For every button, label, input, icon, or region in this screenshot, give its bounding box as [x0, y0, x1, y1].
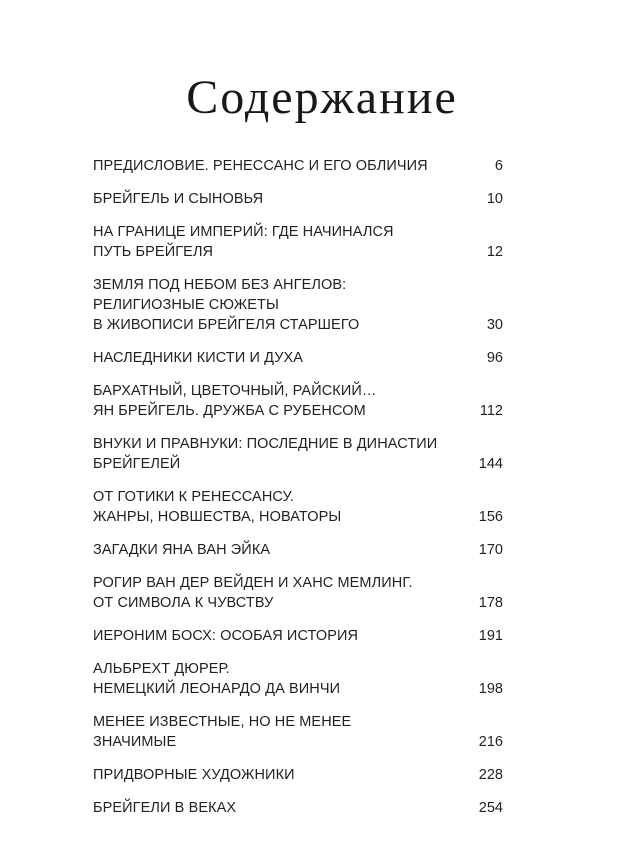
toc-entry-title-line: В ЖИВОПИСИ БРЕЙГЕЛЯ СТАРШЕГО [93, 317, 360, 333]
toc-entry-title-line: НА ГРАНИЦЕ ИМПЕРИЙ: ГДЕ НАЧИНАЛСЯ [93, 224, 394, 240]
toc-entry-title [93, 765, 438, 785]
toc-entry-title-line: БРЕЙГЕЛЕЙ [93, 456, 181, 472]
toc-entry-title-line: БРЕЙГЕЛЬ И СЫНОВЬЯ [93, 191, 264, 207]
toc-entry-page-number: 12 [486, 244, 503, 260]
toc-entry-title-line: ИЕРОНИМ БОСХ: ОСОБАЯ ИСТОРИЯ [93, 628, 359, 644]
toc-entry-title-line: БАРХАТНЫЙ, ЦВЕТОЧНЫЙ, РАЙСКИЙ… [93, 383, 377, 399]
toc-entry-page-number: 144 [478, 456, 503, 472]
toc-entry-title [93, 487, 438, 527]
toc-entry-page-number: 112 [479, 403, 503, 419]
toc-entry-title [93, 189, 438, 209]
toc-entry-page-number: 96 [486, 350, 503, 366]
toc-entry-page-number: 191 [478, 628, 503, 644]
toc-entry-title [93, 275, 438, 335]
toc-entry-page-number: 216 [478, 734, 503, 750]
toc-entry [93, 222, 503, 262]
toc-entry [93, 275, 503, 335]
toc-entry-title-line: ПРЕДИСЛОВИЕ. РЕНЕССАНС И ЕГО ОБЛИЧИЯ [93, 158, 428, 174]
toc-entry-title-line: РЕЛИГИОЗНЫЕ СЮЖЕТЫ [93, 297, 279, 313]
toc-entry-title [93, 156, 438, 176]
toc-entry-title [93, 798, 438, 818]
toc-entry [93, 189, 503, 209]
toc-entry-page-number: 6 [494, 158, 503, 174]
toc-entry-title [93, 434, 438, 474]
toc-entry-title-line: ПРИДВОРНЫЕ ХУДОЖНИКИ [93, 767, 295, 783]
toc-entry-title-line: МЕНЕЕ ИЗВЕСТНЫЕ, НО НЕ МЕНЕЕ ЗНАЧИМЫЕ [93, 714, 352, 750]
toc-entry [93, 540, 503, 560]
table-of-contents [93, 156, 503, 831]
toc-entry-title-line: ЗАГАДКИ ЯНА ВАН ЭЙКА [93, 542, 271, 558]
toc-entry-title [93, 348, 438, 368]
toc-entry [93, 573, 503, 613]
toc-entry [93, 765, 503, 785]
toc-entry [93, 487, 503, 527]
toc-entry-page-number: 198 [478, 681, 503, 697]
toc-entry-title-line: ВНУКИ И ПРАВНУКИ: ПОСЛЕДНИЕ В ДИНАСТИИ [93, 436, 438, 452]
toc-entry-title [93, 659, 438, 699]
toc-entry-title-line: АЛЬБРЕХТ ДЮРЕР. [93, 661, 230, 677]
toc-entry-title-line: ПУТЬ БРЕЙГЕЛЯ [93, 244, 214, 260]
toc-entry-title-line: РОГИР ВАН ДЕР ВЕЙДЕН И ХАНС МЕМЛИНГ. [93, 575, 413, 591]
toc-entry [93, 659, 503, 699]
toc-entry-title-line: ОТ ГОТИКИ К РЕНЕССАНСУ. [93, 489, 294, 505]
toc-entry [93, 381, 503, 421]
toc-entry-page-number: 254 [478, 800, 503, 816]
toc-entry-title-line: ОТ СИМВОЛА К ЧУВСТВУ [93, 595, 274, 611]
toc-entry-title [93, 712, 438, 752]
toc-entry [93, 712, 503, 752]
toc-entry-page-number: 30 [486, 317, 503, 333]
toc-entry-title [93, 222, 438, 262]
toc-entry-page-number: 10 [486, 191, 503, 207]
page-title: Содержание [186, 71, 458, 124]
toc-entry-title [93, 573, 438, 613]
toc-entry-page-number: 170 [478, 542, 503, 558]
toc-entry-title-line: НАСЛЕДНИКИ КИСТИ И ДУХА [93, 350, 304, 366]
toc-entry-page-number: 228 [478, 767, 503, 783]
toc-entry [93, 156, 503, 176]
toc-entry [93, 626, 503, 646]
toc-entry-title [93, 540, 438, 560]
toc-entry-title [93, 626, 438, 646]
toc-entry-title-line: ЯН БРЕЙГЕЛЬ. ДРУЖБА С РУБЕНСОМ [93, 403, 366, 419]
toc-entry-title-line: ЗЕМЛЯ ПОД НЕБОМ БЕЗ АНГЕЛОВ: [93, 277, 347, 293]
toc-entry [93, 798, 503, 818]
toc-entry-page-number: 178 [478, 595, 503, 611]
toc-entry-title-line: НЕМЕЦКИЙ ЛЕОНАРДО ДА ВИНЧИ [93, 681, 341, 697]
toc-entry-title [93, 381, 438, 421]
toc-entry-page-number: 156 [478, 509, 503, 525]
toc-entry [93, 434, 503, 474]
toc-entry-title-line: ЖАНРЫ, НОВШЕСТВА, НОВАТОРЫ [93, 509, 342, 525]
toc-entry [93, 348, 503, 368]
toc-entry-title-line: БРЕЙГЕЛИ В ВЕКАХ [93, 800, 237, 816]
